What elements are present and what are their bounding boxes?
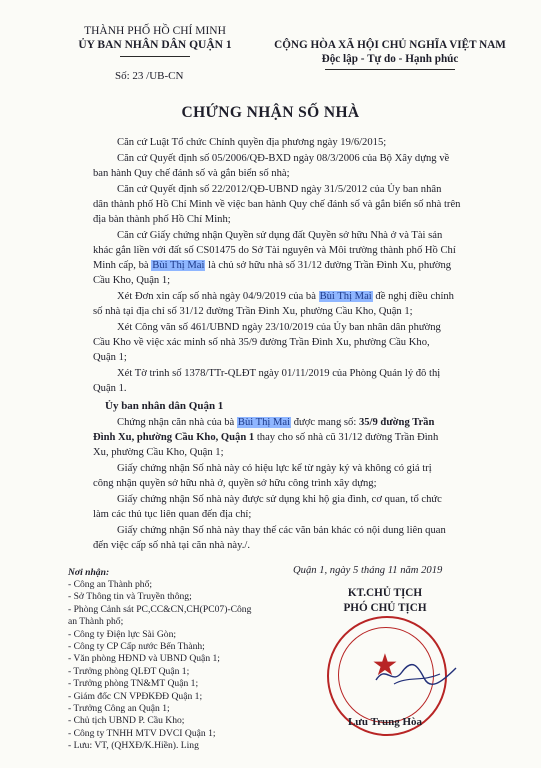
document-number: Số: 23 /UB-CN xyxy=(115,70,184,82)
header-left-underline xyxy=(120,56,190,57)
header-right-underline xyxy=(325,69,455,70)
basis-decision-bxd-line2: ban hành Quy chế đánh số và gắn biển số nhà; xyxy=(93,168,290,179)
owner-name: Bùi Thị Mai xyxy=(319,291,372,302)
national-motto: Độc lập - Tự do - Hạnh phúc xyxy=(321,53,459,65)
application-line2: số nhà tại địa chỉ số 31/12 đường Trần Đình Xu, phường Cầu Kho, Quận 1; xyxy=(93,306,413,317)
submission-line2: Quận 1. xyxy=(93,383,127,394)
signing-date: Quận 1, ngày 5 tháng 11 năm 2019 xyxy=(293,565,443,576)
ward-letter-line1: Xét Công văn số 461/UBND ngày 23/10/2019 của Ủy ban nhân dân phường xyxy=(117,322,441,333)
usage-line1: Giấy chứng nhận Số nhà này được sử dụng khi hộ gia đình, cơ quan, tổ chức xyxy=(117,494,442,505)
issuer-city: THÀNH PHỐ HỒ CHÍ MINH xyxy=(84,25,226,37)
recipients-list xyxy=(68,566,288,753)
recipient-item: - Công ty Điện lực Sài Gòn; xyxy=(68,628,177,640)
authority-heading: Ủy ban nhân dân Quận 1 xyxy=(105,400,224,412)
recipient-item: - Lưu: VT, (QHXĐ/K.Hiền). Ling xyxy=(68,740,199,752)
replacement-line1: Giấy chứng nhận Số nhà này thay thế các văn bản khác có nội dung liên quan xyxy=(117,525,446,536)
signature-scribble xyxy=(374,660,458,688)
seal-star-icon: ★ xyxy=(371,648,399,683)
recipient-item: - Trưởng phòng QLĐT Quận 1; xyxy=(68,665,190,677)
validity-line1: Giấy chứng nhận Số nhà này có hiệu lực kể từ ngày ký và không có giá trị xyxy=(117,463,432,474)
basis-certificate-line4: Cầu Kho, Quận 1; xyxy=(93,275,171,286)
submission-line1: Xét Tờ trình số 1378/TTr-QLĐT ngày 01/11/2019 của Phòng Quản lý đô thị xyxy=(117,368,441,379)
certification-line1: Chứng nhận căn nhà của bà Bùi Thị Mai được mang số: 35/9 đường Trần xyxy=(117,417,435,428)
recipient-item: - Giám đốc CN VPĐKĐĐ Quận 1; xyxy=(68,690,203,702)
certification-line3: Xu, phường Cầu Kho, Quận 1; xyxy=(93,447,224,458)
ward-letter-line3: Quận 1; xyxy=(93,352,127,363)
recipient-item: - Phòng Cảnh sát PC,CC&CN,CH(PC07)-Công xyxy=(68,603,252,615)
basis-decision-ubnd-line3: địa bàn thành phố Hồ Chí Minh; xyxy=(93,214,231,225)
ward-letter-line2: Cầu Kho về việc xác minh số nhà 35/9 đường Trần Đình Xu, phường Cầu Kho, xyxy=(93,337,430,348)
validity-line2: công nhận quyền sở hữu nhà ở, quyền sở hữu công trình xây dựng; xyxy=(93,478,377,489)
recipients-heading: Nơi nhận: xyxy=(68,567,110,578)
recipient-item: - Trưởng phòng TN&MT Quận 1; xyxy=(68,678,199,690)
issuer-agency: ỦY BAN NHÂN DÂN QUẬN 1 xyxy=(78,39,232,51)
signer-title-1: KT.CHỦ TỊCH xyxy=(347,587,423,599)
basis-certificate-line3: Minh cấp, bà Bùi Thị Mai là chủ sở hữu nhà số 31/12 đường Trần Đình Xu, phường xyxy=(93,260,452,271)
owner-name: Bùi Thị Mai xyxy=(152,260,205,271)
usage-line2: làm các thủ tục liên quan đến địa chỉ; xyxy=(93,509,252,520)
certification-line2: Đình Xu, phường Cầu Kho, Quận 1 thay cho số nhà cũ 31/12 đường Trần Đình xyxy=(93,432,439,443)
signer-title-2: PHÓ CHỦ TỊCH xyxy=(343,602,427,614)
basis-certificate-line2: khác gắn liền với đất số CS01475 do Sở Tài nguyên và Môi trường thành phố Hồ Chí xyxy=(93,245,456,256)
basis-law: Căn cứ Luật Tổ chức Chính quyền địa phương ngày 19/6/2015; xyxy=(117,137,387,148)
recipient-item: - Chủ tịch UBND P. Cầu Kho; xyxy=(68,715,185,727)
recipient-item: - Công ty CP Cấp nước Bến Thành; xyxy=(68,641,205,653)
national-title: CỘNG HÒA XÃ HỘI CHỦ NGHĨA VIỆT NAM xyxy=(274,39,506,51)
basis-decision-ubnd-line2: dân thành phố Hồ Chí Minh về việc ban hành Quy chế đánh số và gắn biển số nhà trên xyxy=(93,199,461,210)
document-title: CHỨNG NHẬN SỐ NHÀ xyxy=(181,104,360,121)
recipient-item: - Sở Thông tin và Truyền thông; xyxy=(68,591,192,603)
basis-decision-bxd-line1: Căn cứ Quyết định số 05/2006/QĐ-BXD ngày 08/3/2006 của Bộ Xây dựng về xyxy=(117,153,450,164)
recipient-item: - Công an Thành phố; xyxy=(68,579,153,590)
replacement-line2: đến việc cấp số nhà tại căn nhà này./. xyxy=(93,540,250,551)
owner-name: Bùi Thị Mai xyxy=(237,417,291,428)
recipient-item: - Trưởng Công an Quận 1; xyxy=(68,703,170,715)
signer-name: Lưu Trung Hòa xyxy=(347,716,423,728)
recipient-item: an Thành phố; xyxy=(68,616,124,628)
recipient-item: - Văn phòng HĐND và UBND Quận 1; xyxy=(68,653,220,665)
recipient-item: - Công ty TNHH MTV DVCI Quận 1; xyxy=(68,727,216,739)
basis-certificate-line1: Căn cứ Giấy chứng nhận Quyền sử dụng đất Quyền sở hữu Nhà ở và Tài sản xyxy=(117,230,443,241)
basis-decision-ubnd-line1: Căn cứ Quyết định số 22/2012/QĐ-UBND ngày 31/5/2012 của Ủy ban nhân xyxy=(117,184,442,195)
application-line1: Xét Đơn xin cấp số nhà ngày 04/9/2019 của bà Bùi Thị Mai đề nghị điều chỉnh xyxy=(117,291,454,302)
